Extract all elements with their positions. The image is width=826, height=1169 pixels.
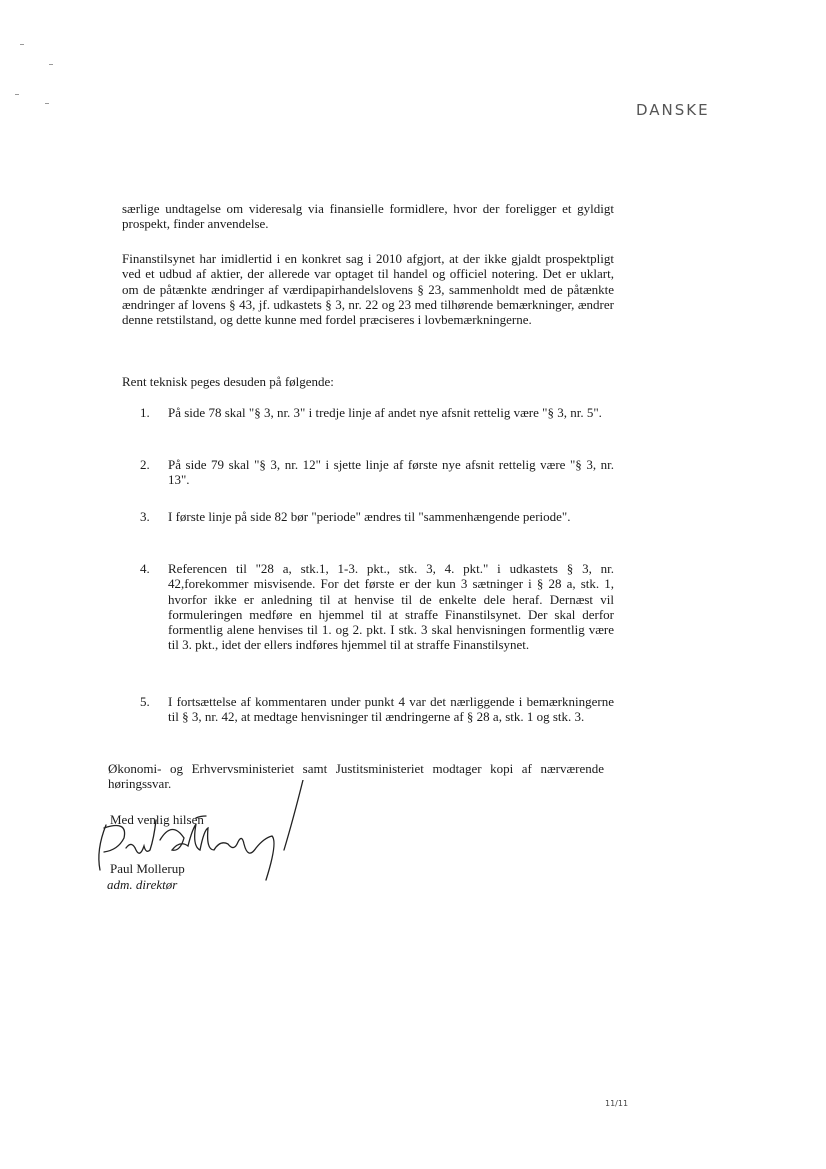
list-item-number: 2. (140, 457, 150, 472)
list-item-number: 3. (140, 509, 150, 524)
list-item (140, 457, 614, 488)
list-item (140, 561, 614, 653)
closing-salutation: Med venlig hilsen (110, 812, 204, 827)
page-number: 11/11 (605, 1099, 629, 1108)
company-logo: DANSKE (636, 101, 710, 119)
list-item-text: I fortsættelse af kommentaren under punkt 4 var det nærliggende i bemærkningerne til § 3, nr. 42, at medtage henvisninger til ændringerne af § 28 a, stk. 1 og stk. 3. (168, 694, 614, 725)
list-item-text: I første linje på side 82 bør "periode" ændres til "sammenhængende periode". (168, 509, 571, 524)
list-item (140, 405, 614, 420)
list-item-number: 1. (140, 405, 150, 420)
paragraph-1: særlige undtagelse om videresalg via finansielle formidlere, hvor der foreligger et gyldigt prospekt, finder anvendelse. (122, 201, 614, 232)
list-item-text: På side 78 skal "§ 3, nr. 3" i tredje linje af andet nye afsnit rettelig være "§ 3, nr. 5". (168, 405, 602, 420)
signer-title: adm. direktør (107, 877, 178, 892)
list-item-number: 4. (140, 561, 150, 576)
list-item (140, 509, 614, 524)
signer-name: Paul Mollerup (110, 861, 185, 876)
paragraph-4: Økonomi- og Erhvervsministeriet samt Justitsministeriet modtager kopi af nærværende høringssvar. (108, 761, 604, 792)
paragraph-3: Rent teknisk peges desuden på følgende: (122, 374, 334, 389)
list-item-text: Referencen til "28 a, stk.1, 1-3. pkt., stk. 3, 4. pkt." i udkastets § 3, nr. 42,forekommer misvisende. For det første er der kun 3 sætninger i § 28 a, stk. 1, hvorfor ikke er anledning til at henvise til de enkelte dele heraf. Dernæst vil formuleringen medføre en hjemmel til at straffe Finanstilsynet. Der skal derfor formentlig alene henvises til 1. og 2. pkt. I stk. 3 skal henvisningen formentlig være til 3. pkt., idet der ellers indføres hjemmel til at straffe Finanstilsynet. (168, 561, 614, 653)
paragraph-2: Finanstilsynet har imidlertid i en konkret sag i 2010 afgjort, at der ikke gjaldt prospektpligt ved et udbud af aktier, der allerede var optaget til handel og officiel notering. Det er uklart, om de påtænkte ændringer af værdipapirhandelslovens § 23, sammenholdt med de påtænkte ændringer af lovens § 43, jf. udkastets § 3, nr. 22 og 23 med tilhørende bemærkninger, ændrer denne retstilstand, og dette kunne med fordel præciseres i lovbemærkningerne. (122, 251, 614, 328)
list-item (140, 694, 614, 725)
list-item-number: 5. (140, 694, 150, 709)
list-item-text: På side 79 skal "§ 3, nr. 12" i sjette linje af første nye afsnit rettelig være "§ 3, nr. 13". (168, 457, 614, 488)
